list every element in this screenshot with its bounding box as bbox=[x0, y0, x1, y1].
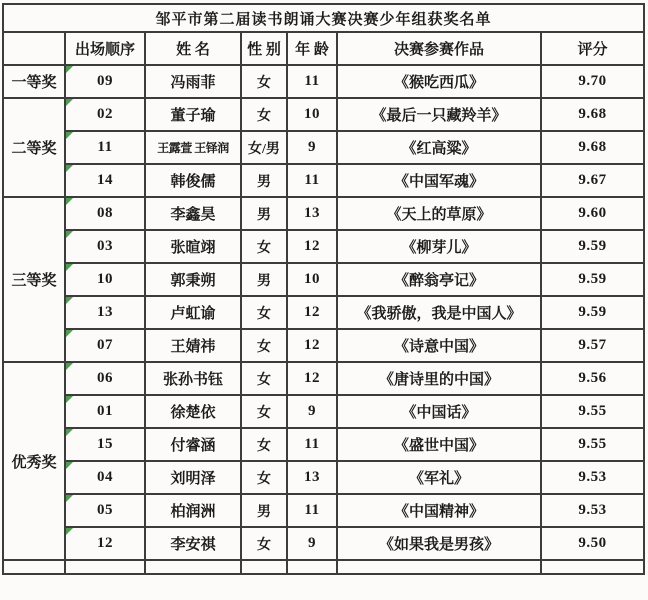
header-score: 评分 bbox=[541, 32, 644, 65]
cell-age: 11 bbox=[287, 164, 337, 197]
cell-score: 9.55 bbox=[541, 428, 644, 461]
cell-work: 《如果我是男孩》 bbox=[337, 527, 541, 560]
cell-name: 柏润洲 bbox=[145, 494, 241, 527]
cell-order bbox=[65, 98, 145, 131]
cell-age: 11 bbox=[287, 494, 337, 527]
excel-error-indicator-icon bbox=[66, 231, 73, 238]
cell-age: 9 bbox=[287, 527, 337, 560]
cell-name: 董子瑜 bbox=[145, 98, 241, 131]
excel-error-indicator-icon bbox=[66, 462, 73, 469]
cell-gender: 女/男 bbox=[241, 131, 287, 164]
title-row bbox=[3, 4, 644, 32]
cell-score: 9.60 bbox=[541, 197, 644, 230]
cell-order bbox=[65, 461, 145, 494]
order-number: 07 bbox=[97, 337, 113, 353]
cell-score: 9.59 bbox=[541, 263, 644, 296]
cell-order bbox=[65, 197, 145, 230]
header-order: 出场顺序 bbox=[65, 32, 145, 65]
cell-work: 《军礼》 bbox=[337, 461, 541, 494]
cell-age: 13 bbox=[287, 197, 337, 230]
cell-order bbox=[65, 494, 145, 527]
cell-order bbox=[65, 428, 145, 461]
header-gender: 性 别 bbox=[241, 32, 287, 65]
table-row bbox=[3, 164, 644, 197]
partial-cell bbox=[241, 560, 287, 574]
order-number: 13 bbox=[97, 304, 113, 320]
excel-error-indicator-icon bbox=[66, 66, 73, 73]
cell-age: 12 bbox=[287, 230, 337, 263]
cell-work: 《中国军魂》 bbox=[337, 164, 541, 197]
cell-age: 11 bbox=[287, 428, 337, 461]
order-number: 05 bbox=[97, 502, 113, 518]
excel-error-indicator-icon bbox=[66, 297, 73, 304]
cell-age: 12 bbox=[287, 296, 337, 329]
cell-name: 韩俊儒 bbox=[145, 164, 241, 197]
cell-name: 冯雨菲 bbox=[145, 65, 241, 98]
cell-age: 10 bbox=[287, 263, 337, 296]
cell-name: 卢虹谕 bbox=[145, 296, 241, 329]
header-name: 姓 名 bbox=[145, 32, 241, 65]
excel-error-indicator-icon bbox=[66, 330, 73, 337]
cell-work: 《柳芽儿》 bbox=[337, 230, 541, 263]
excel-error-indicator-icon bbox=[66, 495, 73, 502]
cell-order bbox=[65, 296, 145, 329]
cell-gender: 女 bbox=[241, 65, 287, 98]
cell-name: 张暄翊 bbox=[145, 230, 241, 263]
award-group-label: 一等奖 bbox=[3, 65, 65, 98]
excel-error-indicator-icon bbox=[66, 99, 73, 106]
order-number: 10 bbox=[97, 271, 113, 287]
excel-error-indicator-icon bbox=[66, 165, 73, 172]
cell-order bbox=[65, 329, 145, 362]
cell-gender: 男 bbox=[241, 197, 287, 230]
header-award-blank bbox=[3, 32, 65, 65]
table-row bbox=[3, 65, 644, 98]
cell-gender: 女 bbox=[241, 296, 287, 329]
excel-error-indicator-icon bbox=[66, 396, 73, 403]
cell-score: 9.55 bbox=[541, 395, 644, 428]
order-number: 04 bbox=[97, 469, 113, 485]
cell-gender: 女 bbox=[241, 395, 287, 428]
cell-name: 李安祺 bbox=[145, 527, 241, 560]
cell-work: 《我骄傲，我是中国人》 bbox=[337, 296, 541, 329]
excel-error-indicator-icon bbox=[66, 528, 73, 535]
table-row bbox=[3, 131, 644, 164]
table-row bbox=[3, 494, 644, 527]
award-group-label: 二等奖 bbox=[3, 98, 65, 197]
table-row bbox=[3, 362, 644, 395]
cell-work: 《诗意中国》 bbox=[337, 329, 541, 362]
award-table bbox=[2, 3, 645, 575]
cell-gender: 女 bbox=[241, 329, 287, 362]
cell-work: 《中国精神》 bbox=[337, 494, 541, 527]
cell-order bbox=[65, 395, 145, 428]
cell-score: 9.59 bbox=[541, 296, 644, 329]
cell-gender: 男 bbox=[241, 263, 287, 296]
cell-name: 王露萱 王铎润 bbox=[145, 131, 241, 164]
partial-cell bbox=[337, 560, 541, 574]
cell-gender: 女 bbox=[241, 362, 287, 395]
partial-cell bbox=[3, 560, 65, 574]
table-row bbox=[3, 461, 644, 494]
cell-order bbox=[65, 263, 145, 296]
cell-score: 9.68 bbox=[541, 131, 644, 164]
cell-age: 13 bbox=[287, 461, 337, 494]
cell-gender: 女 bbox=[241, 230, 287, 263]
cell-order bbox=[65, 164, 145, 197]
header-row bbox=[3, 32, 644, 65]
table-body bbox=[3, 65, 644, 574]
cell-gender: 女 bbox=[241, 98, 287, 131]
partial-cell bbox=[145, 560, 241, 574]
award-group-label: 优秀奖 bbox=[3, 362, 65, 560]
order-number: 06 bbox=[97, 370, 113, 386]
cell-work: 《红高粱》 bbox=[337, 131, 541, 164]
cell-order bbox=[65, 65, 145, 98]
table-row bbox=[3, 197, 644, 230]
cell-name: 刘明泽 bbox=[145, 461, 241, 494]
cell-work: 《猴吃西瓜》 bbox=[337, 65, 541, 98]
partial-row bbox=[3, 560, 644, 574]
excel-error-indicator-icon bbox=[66, 363, 73, 370]
table-title: 邹平市第二届读书朗诵大赛决赛少年组获奖名单 bbox=[3, 4, 644, 32]
cell-name: 徐楚依 bbox=[145, 395, 241, 428]
cell-score: 9.57 bbox=[541, 329, 644, 362]
excel-error-indicator-icon bbox=[66, 198, 73, 205]
cell-gender: 女 bbox=[241, 461, 287, 494]
table-row bbox=[3, 395, 644, 428]
cell-name: 张孙书钰 bbox=[145, 362, 241, 395]
cell-work: 《中国话》 bbox=[337, 395, 541, 428]
order-number: 02 bbox=[97, 106, 113, 122]
order-number: 01 bbox=[97, 403, 113, 419]
cell-score: 9.68 bbox=[541, 98, 644, 131]
order-number: 03 bbox=[97, 238, 113, 254]
cell-work: 《天上的草原》 bbox=[337, 197, 541, 230]
cell-score: 9.67 bbox=[541, 164, 644, 197]
header-age: 年 龄 bbox=[287, 32, 337, 65]
order-number: 14 bbox=[97, 172, 113, 188]
table-row bbox=[3, 329, 644, 362]
cell-age: 9 bbox=[287, 395, 337, 428]
table-row bbox=[3, 230, 644, 263]
table-row bbox=[3, 263, 644, 296]
cell-age: 10 bbox=[287, 98, 337, 131]
table-row bbox=[3, 98, 644, 131]
partial-cell bbox=[287, 560, 337, 574]
cell-work: 《唐诗里的中国》 bbox=[337, 362, 541, 395]
excel-error-indicator-icon bbox=[66, 429, 73, 436]
cell-work: 《最后一只藏羚羊》 bbox=[337, 98, 541, 131]
cell-order bbox=[65, 362, 145, 395]
cell-age: 12 bbox=[287, 362, 337, 395]
table-row bbox=[3, 296, 644, 329]
cell-score: 9.56 bbox=[541, 362, 644, 395]
cell-gender: 女 bbox=[241, 428, 287, 461]
order-number: 12 bbox=[97, 535, 113, 551]
excel-error-indicator-icon bbox=[66, 264, 73, 271]
cell-score: 9.70 bbox=[541, 65, 644, 98]
excel-error-indicator-icon bbox=[66, 132, 73, 139]
cell-order bbox=[65, 131, 145, 164]
order-number: 11 bbox=[97, 139, 113, 155]
cell-age: 9 bbox=[287, 131, 337, 164]
cell-score: 9.50 bbox=[541, 527, 644, 560]
cell-gender: 男 bbox=[241, 494, 287, 527]
cell-order bbox=[65, 527, 145, 560]
cell-score: 9.59 bbox=[541, 230, 644, 263]
cell-work: 《盛世中国》 bbox=[337, 428, 541, 461]
cell-order bbox=[65, 230, 145, 263]
cell-name: 李鑫昊 bbox=[145, 197, 241, 230]
order-number: 15 bbox=[97, 436, 113, 452]
cell-work: 《醉翁亭记》 bbox=[337, 263, 541, 296]
partial-cell bbox=[541, 560, 644, 574]
cell-score: 9.53 bbox=[541, 494, 644, 527]
partial-cell bbox=[65, 560, 145, 574]
cell-age: 12 bbox=[287, 329, 337, 362]
cell-score: 9.53 bbox=[541, 461, 644, 494]
cell-name: 付睿涵 bbox=[145, 428, 241, 461]
cell-name: 郭秉朔 bbox=[145, 263, 241, 296]
cell-age: 11 bbox=[287, 65, 337, 98]
table-row bbox=[3, 527, 644, 560]
cell-name: 王婧祎 bbox=[145, 329, 241, 362]
order-number: 08 bbox=[97, 205, 113, 221]
cell-gender: 女 bbox=[241, 527, 287, 560]
cell-gender: 男 bbox=[241, 164, 287, 197]
table-row bbox=[3, 428, 644, 461]
header-work: 决赛参赛作品 bbox=[337, 32, 541, 65]
award-group-label: 三等奖 bbox=[3, 197, 65, 362]
order-number: 09 bbox=[97, 73, 113, 89]
